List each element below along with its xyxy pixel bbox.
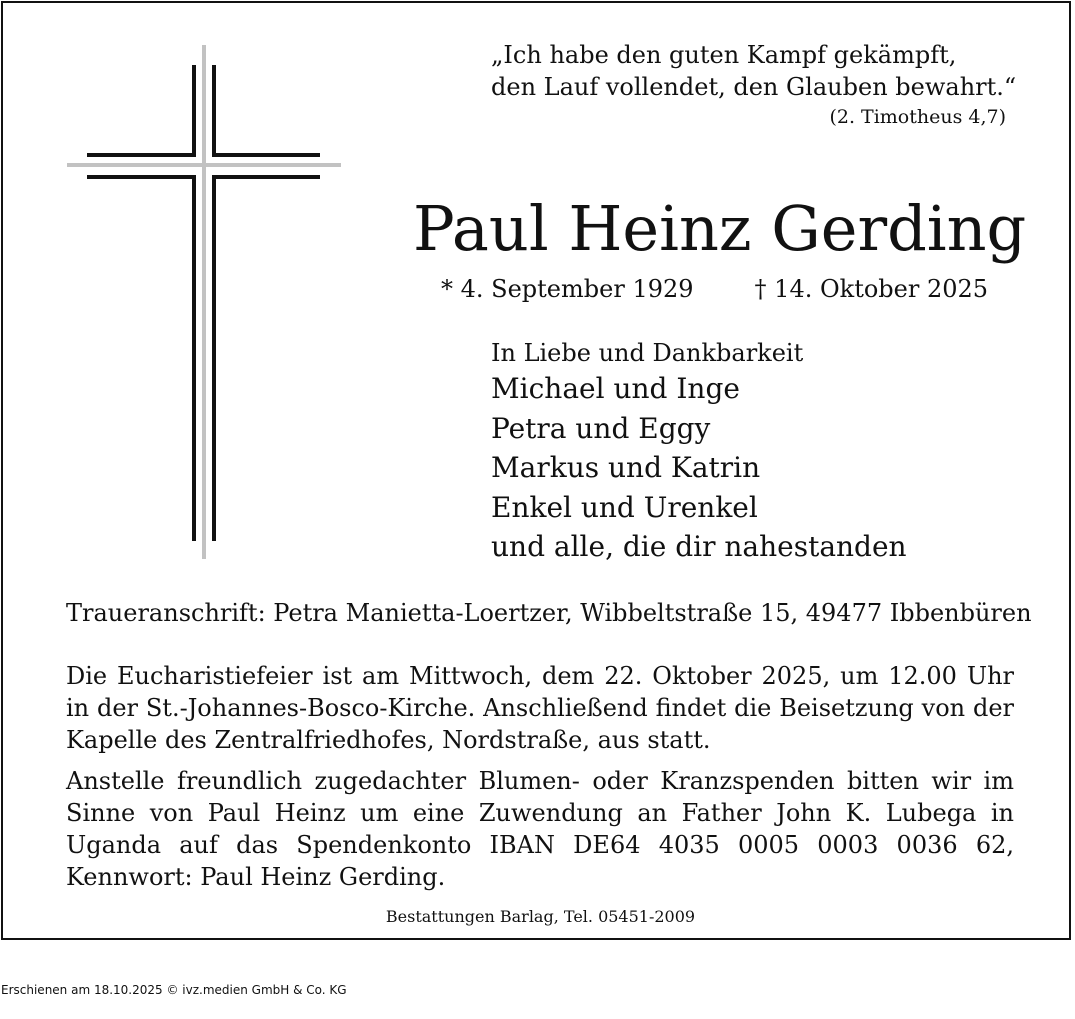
quote-line: „Ich habe den guten Kampf gekämpft, [491, 41, 957, 69]
mourning-address: Traueranschrift: Petra Manietta-Loertzer, Wibbeltstraße 15, 49477 Ibbenbüren [66, 599, 1032, 627]
mourner-name: Markus und Katrin [491, 451, 761, 484]
mourner-name: Petra und Eggy [491, 411, 711, 445]
mourner-name: und alle, die dir nahestanden [491, 530, 907, 563]
obituary-frame [1, 1, 1071, 940]
publication-footer: Erschienen am 18.10.2025 © ivz.medien GmbH & Co. KG [1, 983, 347, 997]
service-paragraph: Die Eucharistiefeier ist am Mittwoch, dem 22. Oktober 2025, um 12.00 Uhr in der St.-Johannes-Bosco-Kirche. Anschließend findet die Beisetzung von der Kapelle des Zentralfriedhofes, Nordstraße, aus statt. [66, 662, 1014, 754]
death-date: † 14. Oktober 2025 [754, 275, 989, 303]
cross-icon [67, 45, 341, 559]
birth-date: * 4. September 1929 [441, 275, 694, 303]
mourner-name: Enkel und Urenkel [491, 490, 758, 524]
mourners-intro: In Liebe und Dankbarkeit [491, 339, 804, 367]
life-dates [441, 275, 988, 303]
mourner-name: Michael und Inge [491, 372, 740, 405]
funeral-home: Bestattungen Barlag, Tel. 05451-2009 [385, 907, 696, 926]
quote-reference: (2. Timotheus 4,7) [829, 106, 1006, 128]
donation-paragraph: Anstelle freundlich zugedachter Blumen- oder Kranzspenden bitten wir im Sinne von Paul Heinz um eine Zuwendung an Father John K. Lubega in Uganda auf das Spendenkonto IBAN DE64 4035 0005 0003 0036 62, Kennwort: Paul Heinz Gerding. [66, 767, 1014, 891]
mourners-list [491, 369, 907, 567]
deceased-name: Paul Heinz Gerding [413, 192, 1027, 265]
bible-quote [491, 39, 1016, 103]
mourners-block [491, 337, 907, 567]
quote-line: den Lauf vollendet, den Glauben bewahrt.“ [491, 73, 1017, 101]
